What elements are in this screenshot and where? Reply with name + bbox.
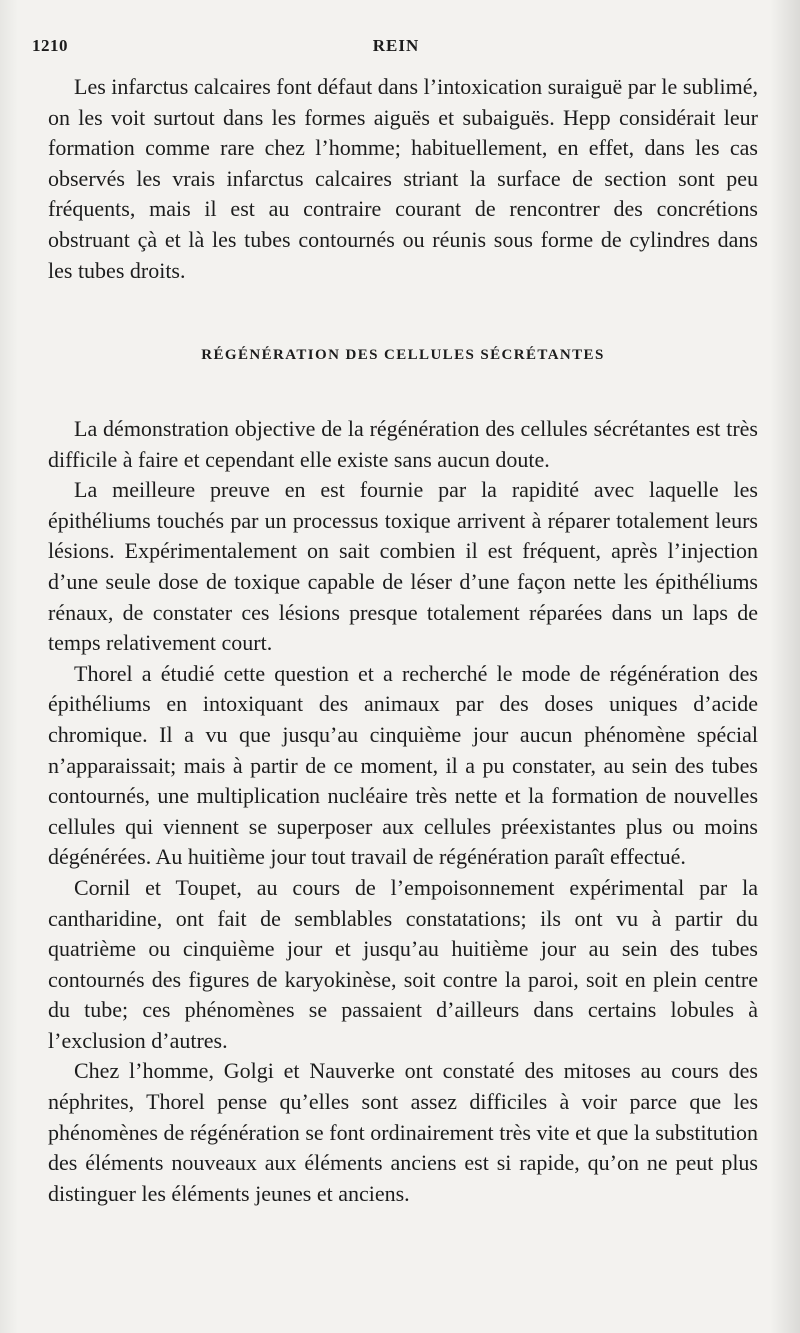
page-number: 1210 [32,36,68,55]
running-title: REIN [372,36,420,55]
intro-text-block [48,72,758,286]
paragraph-4: Cornil et Toupet, au cours de l’empoisonnement expérimental par la cantharidine, ont fait de semblables constatations; ils ont vu à partir du quatrième ou cinquième jour et jusqu’au huitième jour au sein des tubes contournés des figures de karyokinèse, soit contre la paroi, soit en plein centre du tube; ces phénomènes se passaient d’ailleurs dans certains lobules à l’exclusion d’autres. [48,874,758,1053]
section-heading: RÉGÉNÉRATION DES CELLULES SÉCRÉTANTES [201,347,605,363]
paragraph-3: Thorel a étudié cette question et a recherché le mode de régénération des épithéliums en intoxiquant des animaux par des doses uniques d’acide chromique. Il a vu que jusqu’au cinquième jour aucun phénomène spécial n’apparaissait; mais à partir de ce moment, il a pu constater, au sein des tubes contournés, une multiplication nucléaire très nette et la formation de nouvelles cellules qui viennent se superposer aux cellules préexistantes plus ou moins dégénérées. Au huitième jour tout travail de régénération paraît effectué. [48,660,758,870]
paragraph-2: La meilleure preuve en est fournie par la rapidité avec laquelle les épithéliums touchés par un processus toxique arrivent à réparer totalement leurs lésions. Expérimentalement on sait combien il est fréquent, après l’injection d’une seule dose de toxique capable de léser d’une façon nette les épithéliums rénaux, de constater ces lésions presque totalement réparées dans un laps de temps relativement court. [48,477,758,656]
running-head [32,36,760,60]
paragraph-1: La démonstration objective de la régénération des cellules sécrétantes est très difficile à faire et cependant elle existe sans aucun doute. [48,416,758,472]
section-text-block [48,414,758,1209]
intro-paragraph: Les infarctus calcaires font défaut dans l’intoxication suraiguë par le sublimé, on les voit surtout dans les formes aiguës et subaiguës. Hepp considérait leur formation comme rare chez l’homme; habituellement, en effet, dans les cas observés les vrais infarctus calcaires striant la surface de section sont peu fréquents, mais il est au contraire courant de rencontrer des concrétions obstruant çà et là les tubes contournés ou réunis sous forme de cylindres dans les tubes droits. [48,74,758,283]
paragraph-5: Chez l’homme, Golgi et Nauverke ont constaté des mitoses au cours des néphrites, Thorel pense qu’elles sont assez difficiles à voir parce que les phénomènes de régénération se font ordinairement très vite et que la substitution des éléments nouveaux aux éléments anciens est si rapide, qu’on ne peut plus distinguer les éléments jeunes et anciens. [48,1058,758,1206]
